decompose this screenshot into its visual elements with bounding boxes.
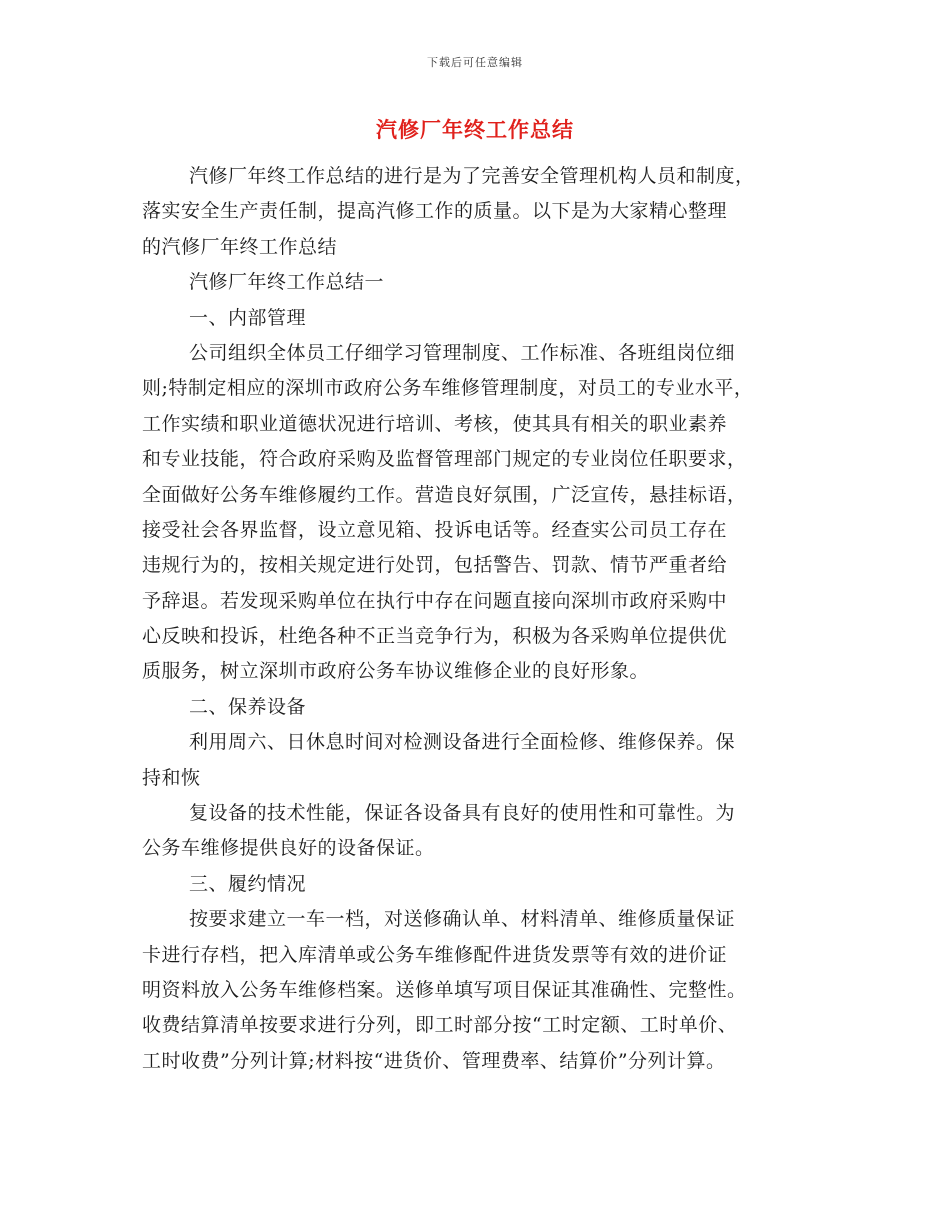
text-line: 持和恢 bbox=[142, 766, 201, 789]
text-line: 心反映和投诉，杜绝各种不正当竞争行为，积极为各采购单位提供优 bbox=[142, 625, 728, 648]
text-line: 汽修厂年终工作总结一 bbox=[189, 271, 385, 294]
text-line: 则;特制定相应的深圳市政府公务车维修管理制度，对员工的专业水平， bbox=[142, 377, 754, 400]
document-title: 汽修厂年终工作总结 bbox=[376, 117, 574, 142]
text-line: 二、保养设备 bbox=[189, 695, 307, 718]
text-line: 接受社会各界监督，设立意见箱、投诉电话等。经查实公司员工存在 bbox=[142, 518, 728, 541]
text-line: 明资料放入公务车维修档案。送修单填写项目保证其准确性、完整性。 bbox=[142, 978, 747, 1001]
text-line: 工时收费”分列计算;材料按“进货价、管理费率、结算价”分列计算。 bbox=[142, 1049, 726, 1072]
text-line: 工作实绩和职业道德状况进行培训、考核，使其具有相关的职业素养 bbox=[142, 412, 728, 435]
text-line: 一、内部管理 bbox=[189, 306, 307, 329]
text-line: 收费结算清单按要求进行分列，即工时部分按“工时定额、工时单价、 bbox=[142, 1014, 738, 1037]
text-line: 汽修厂年终工作总结的进行是为了完善安全管理机构人员和制度， bbox=[189, 165, 755, 187]
text-line: 的汽修厂年终工作总结 bbox=[142, 235, 338, 258]
text-line: 复设备的技术性能，保证各设备具有良好的使用性和可靠性。为 bbox=[189, 802, 736, 825]
text-line: 予辞退。若发现采购单位在执行中存在问题直接向深圳市政府采购中 bbox=[142, 589, 728, 612]
document-body bbox=[142, 159, 822, 1079]
text-line: 落实安全生产责任制，提高汽修工作的质量。以下是为大家精心整理 bbox=[142, 200, 728, 223]
text-line: 和专业技能，符合政府采购及监督管理部门规定的专业岗位任职要求， bbox=[142, 448, 747, 471]
text-line: 利用周六、日休息时间对检测设备进行全面检修、维修保养。保 bbox=[189, 731, 736, 754]
text-line: 按要求建立一车一档，对送修确认单、材料清单、维修质量保证 bbox=[189, 908, 736, 931]
text-line: 卡进行存档，把入库清单或公务车维修配件进货发票等有效的进价证 bbox=[142, 943, 728, 966]
text-line: 公司组织全体员工仔细学习管理制度、工作标准、各班组岗位细 bbox=[189, 341, 736, 364]
text-line: 公务车维修提供良好的设备保证。 bbox=[142, 837, 435, 860]
text-line: 三、履约情况 bbox=[189, 872, 307, 895]
text-line: 质服务，树立深圳市政府公务车协议维修企业的良好形象。 bbox=[142, 660, 650, 683]
text-line: 违规行为的，按相关规定进行处罚，包括警告、罚款、情节严重者给 bbox=[142, 554, 728, 577]
text-line: 全面做好公务车维修履约工作。营造良好氛围，广泛宣传，悬挂标语， bbox=[142, 483, 747, 506]
header-note: 下载后可任意编辑 bbox=[427, 56, 523, 69]
